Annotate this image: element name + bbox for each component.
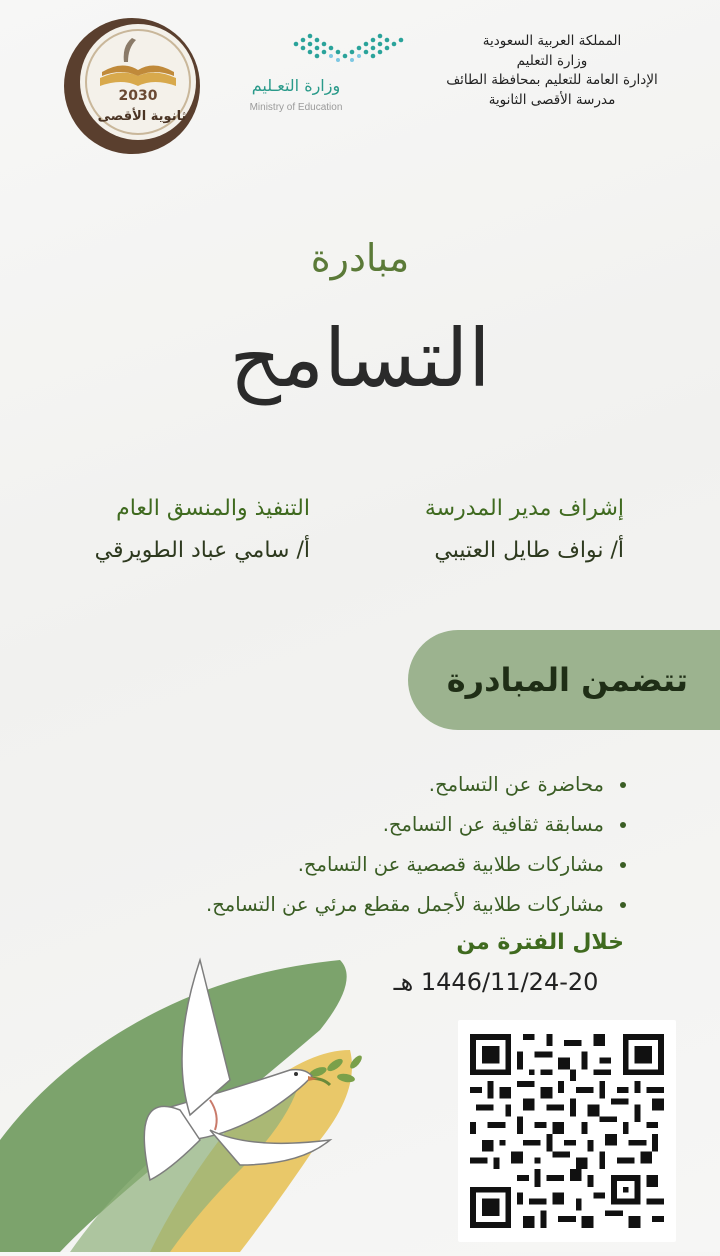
ministry-logo-arabic: وزارة التعـليم (251, 76, 341, 95)
supervision-role: إشراف مدير المدرسة (424, 496, 624, 521)
list-item: مسابقة ثقافية عن التسامح. (106, 805, 626, 845)
school-logo (62, 16, 202, 156)
school-logo-year: 2030 (118, 88, 158, 104)
header-line-administration: الإدارة العامة للتعليم بمحافظة الطائف (446, 72, 658, 88)
includes-list (106, 765, 626, 925)
execution-role: التنفيذ والمنسق العام (116, 496, 310, 521)
school-logo-name: ثانوية الأقصى (97, 109, 187, 124)
initiative-label: مبادرة (310, 236, 410, 280)
includes-title: تتضمن المبادرة (446, 661, 688, 699)
list-item: مشاركات طلابية قصصية عن التسامح. (106, 845, 626, 885)
ministry-of-education-logo (236, 30, 356, 120)
ministry-dots-icon (292, 30, 404, 64)
supervision-block (334, 488, 624, 572)
school-seal-icon (62, 16, 202, 156)
period-label: خلال الفترة من (456, 930, 624, 955)
execution-name: أ/ سامي عباد الطويرقي (94, 538, 310, 563)
supervision-name: أ/ نواف طايل العتيبي (434, 538, 624, 563)
decorative-art (0, 940, 420, 1252)
header-text-block (402, 32, 702, 110)
execution-block (20, 488, 310, 572)
period-value: 1446/11/24-20 هـ (393, 968, 599, 996)
includes-banner (408, 630, 720, 730)
ministry-logo-english: Ministry of Education (249, 102, 343, 113)
dove-with-olive-branch-icon (0, 940, 420, 1252)
header-line-school: مدرسة الأقصى الثانوية (488, 91, 616, 108)
qr-code-icon (470, 1032, 664, 1230)
initiative-title: التسامح (229, 312, 491, 405)
qr-code[interactable] (458, 1020, 676, 1242)
header-line-ministry: وزارة التعليم (516, 52, 588, 69)
list-item: محاضرة عن التسامح. (106, 765, 626, 805)
list-item: مشاركات طلابية لأجمل مقطع مرئي عن التسامح. (106, 885, 626, 925)
header-line-country: المملكة العربية السعودية (482, 33, 622, 49)
